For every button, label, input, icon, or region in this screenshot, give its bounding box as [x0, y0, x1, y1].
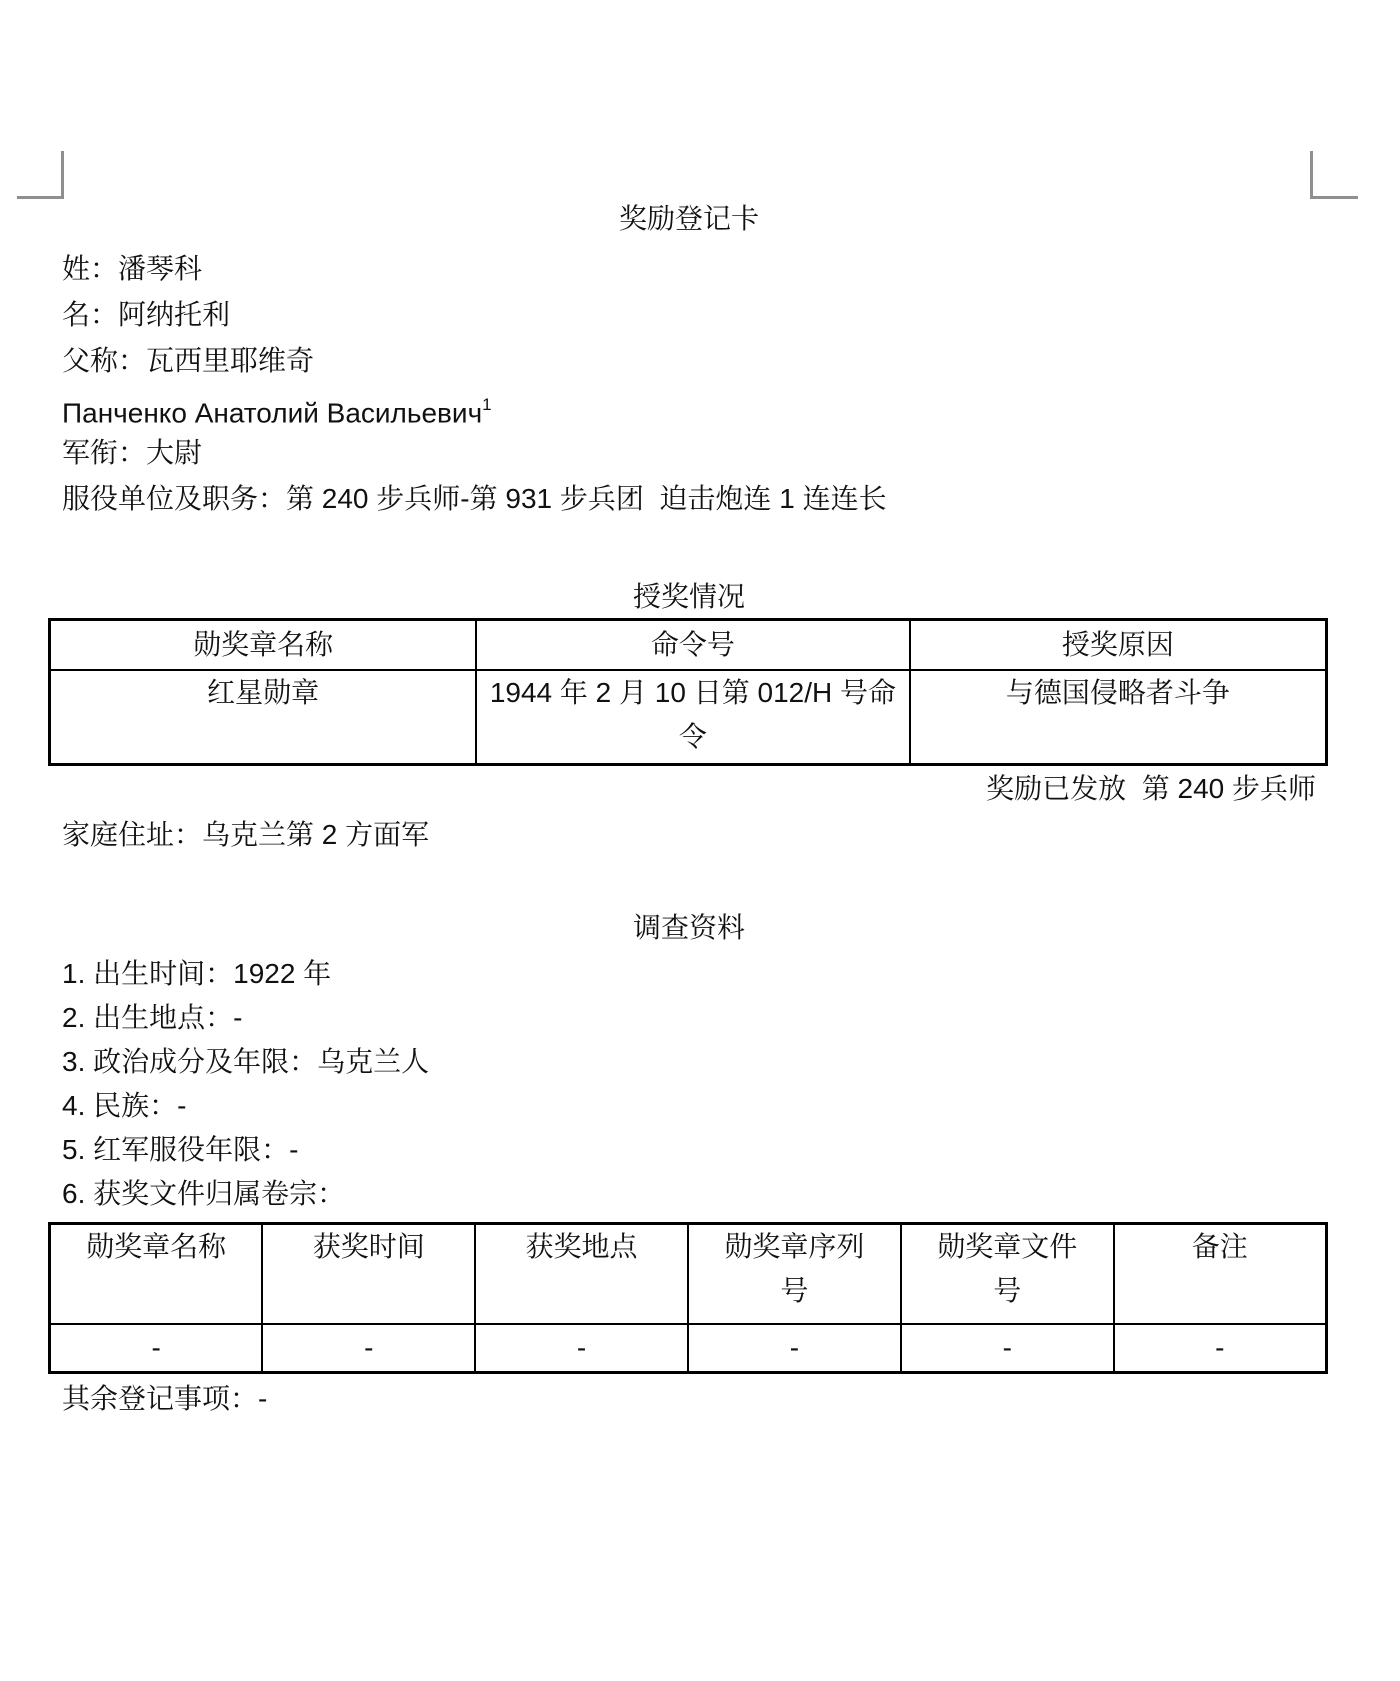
survey-table-header-notes: 备注 — [1114, 1224, 1327, 1325]
survey-item-birth-place: 2. 出生地点：- — [62, 1002, 243, 1033]
award-table-header-medal-name: 勋奖章名称 — [50, 620, 477, 671]
given-name-line: 名：阿纳托利 — [62, 299, 231, 330]
survey-table-header-row — [50, 1224, 1327, 1325]
award-table-cell-reason: 与德国侵略者斗争 — [910, 670, 1327, 765]
award-issued-note: 奖励已发放 第 240 步兵师 — [986, 773, 1316, 804]
page-corner-mark-right — [1310, 151, 1358, 199]
award-table-cell-order-number: 1944 年 2 月 10 日第 012/H 号命令 — [476, 670, 910, 765]
survey-item-red-army-service: 5. 红军服役年限：- — [62, 1134, 299, 1165]
page-corner-mark-left — [17, 151, 64, 199]
russian-name: Панченко Анатолий Васильевич — [62, 397, 483, 429]
survey-item-award-documents: 6. 获奖文件归属卷宗： — [62, 1178, 346, 1209]
survey-table-header-medal-name: 勋奖章名称 — [50, 1224, 263, 1325]
survey-table-cell: - — [901, 1324, 1114, 1373]
award-table-header-row — [50, 620, 1327, 671]
survey-table-cell: - — [688, 1324, 901, 1373]
survey-table-header-award-time: 获奖时间 — [262, 1224, 475, 1325]
remaining-notes-line: 其余登记事项：- — [62, 1383, 268, 1414]
surname-line: 姓：潘琴科 — [62, 253, 203, 284]
survey-item-ethnicity: 4. 民族：- — [62, 1090, 187, 1121]
survey-table-cell: - — [475, 1324, 688, 1373]
survey-table-row — [50, 1324, 1327, 1373]
rank-line: 军衔：大尉 — [62, 437, 203, 468]
survey-table-header-medal-serial: 勋奖章序列号 — [688, 1224, 901, 1325]
russian-name-line — [62, 384, 1316, 430]
survey-item-birth-date: 1. 出生时间：1922 年 — [62, 958, 332, 989]
survey-table-header-award-place: 获奖地点 — [475, 1224, 688, 1325]
survey-table-cell: - — [1114, 1324, 1327, 1373]
page-title: 奖励登记卡 — [618, 203, 759, 234]
survey-table-cell: - — [50, 1324, 263, 1373]
award-table-header-reason: 授奖原因 — [910, 620, 1327, 671]
patronymic-line: 父称：瓦西里耶维奇 — [62, 345, 315, 376]
survey-table-header-medal-document: 勋奖章文件号 — [901, 1224, 1114, 1325]
survey-table — [48, 1222, 1328, 1374]
home-address-line: 家庭住址：乌克兰第 2 方面军 — [62, 819, 430, 850]
survey-item-political-status: 3. 政治成分及年限：乌克兰人 — [62, 1046, 430, 1077]
survey-items-block — [62, 952, 1316, 1216]
award-section-heading: 授奖情况 — [632, 581, 745, 612]
survey-table-cell: - — [262, 1324, 475, 1373]
survey-section-heading: 调查资料 — [632, 912, 745, 943]
award-table-header-order-number: 命令号 — [476, 620, 910, 671]
award-table-row — [50, 670, 1327, 765]
footnote-marker: 1 — [482, 395, 492, 414]
service-unit-line: 服役单位及职务：第 240 步兵师-第 931 步兵团 迫击炮连 1 连连长 — [62, 483, 887, 514]
award-table-cell-medal-name: 红星勋章 — [50, 670, 477, 765]
award-table — [48, 618, 1328, 766]
identity-block — [62, 246, 1316, 522]
